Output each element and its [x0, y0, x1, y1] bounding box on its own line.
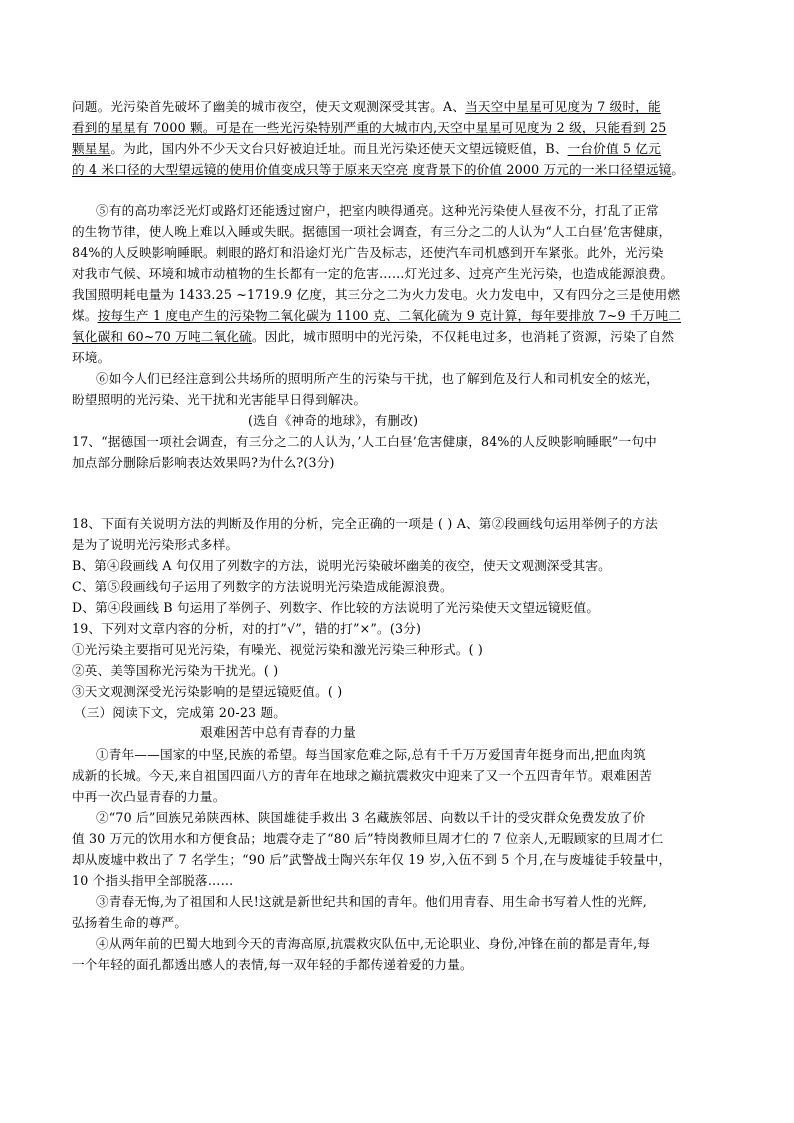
article-paragraph-2: 10 个指头指甲全部脱落…… [72, 873, 234, 888]
paragraph-6-line: 盼望照明的光污染、光干扰和光害能早日得到解决。 [72, 392, 367, 407]
underlined-sentence: 按每生产 1 度电产生的污染物二氧化碳为 1100 克、二氧化硫为 9 克计算，每年要排放 7~9 千万吨二 [97, 308, 682, 323]
question-19-item-1: ①光污染主要指可见光污染，有噪光、视觉污染和激光污染三种形式。( ) [72, 642, 484, 657]
passage-line [72, 117, 728, 138]
question-18-option-d: D、第④段画线 B 句运用了举例子、列数字、作比较的方法说明了光污染使天文望远镜贬值。 [72, 600, 600, 615]
source-citation: (选自《神奇的地球》，有删改) [248, 413, 419, 428]
question-18-option-c: C、第⑤段画线句子运用了列数字的方法说明光污染造成能源浪费。 [72, 579, 453, 594]
question-18: 18、下面有关说明方法的判断及作用的分析，完全正确的一项是 ( ) A、第②段画线句运用举例子的方法 [72, 516, 658, 531]
article-paragraph-4: 一个年轻的面孔都透出感人的表情,每一双年轻的手都传递着爱的力量。 [72, 957, 473, 972]
passage-line [72, 138, 728, 159]
article-paragraph-2: 却从废墟中救出了 7 名学生；“90 后”武警战士陶兴东年仅 19 岁,入伍不到 5 个月,在与废墟徒手较量中， [72, 852, 672, 867]
question-17: 加点部分删除后影响表达效果吗?为什么?(3分) [72, 455, 335, 470]
underlined-sentence-a: 当天空中星星可见度为 7 级时，能 [465, 99, 661, 114]
text-run: 问题。光污染首先破坏了幽美的城市夜空，使天文观测深受其害。A、 [72, 99, 466, 114]
article-paragraph-4: ④从两年前的巴蜀大地到今天的青海高原,抗震救灾队伍中,无论职业、身份,冲锋在前的都是青年,每 [96, 936, 651, 951]
question-18-option-b: B、第④段画线 A 句仅用了列数字的方法，说明光污染破坏幽美的夜空，使天文观测深受其害。 [72, 558, 611, 573]
document-page [72, 96, 728, 975]
underlined-sentence-a: 看到的星星有 7000 颗。可是在一些光污染特别严重的大城市内,天空中星星可见度为 2 级，只能看到 25 [72, 120, 667, 135]
question-19: 19、下列对文章内容的分析，对的打”√”，错的打”×”。(3分) [72, 621, 422, 636]
paragraph-5-line [72, 326, 728, 347]
text-run: 。因此，城市照明中的光污染，不仅耗电过多，也消耗了资源，污染了自然 [251, 329, 675, 344]
paragraph-5-line: 环境。 [72, 350, 111, 365]
text-run: 煤。 [72, 308, 98, 323]
article-paragraph-3: 弘扬着生命的尊严。 [72, 915, 188, 930]
article-paragraph-2: 值 30 万元的饮用水和方便食品；地震夺走了“80 后”特岗教师旦周才仁的 7 位亲人,无暇顾家的旦周才仁 [72, 831, 664, 846]
question-19-item-3: ③天文观测深受光污染影响的是望远镜贬值。( ) [72, 684, 343, 699]
underlined-sentence-a: 颗星星 [72, 141, 111, 156]
paragraph-6-line: ⑥如今人们已经注意到公共场所的照明所产生的污染与干扰，也了解到危及行人和司机安全的炫光， [96, 371, 659, 386]
section-heading: （三）阅读下文，完成第 20-23 题。 [74, 705, 287, 720]
article-paragraph-3: ③青春无悔,为了祖国和人民!这就是新世纪共和国的青年。他们用青春、用生命书写着人性的光辉, [96, 894, 648, 909]
text-run: 。 [671, 162, 685, 177]
answer-space [72, 473, 728, 513]
article-paragraph-2: ②“70 后”回族兄弟陕西林、陕国雄徒手救出 3 名藏族邻居、向数以千计的受灾群众免费发放了价 [96, 810, 646, 825]
article-title: 艰难困苦中总有青春的力量 [200, 726, 356, 741]
paragraph-5-line: 84%的人反映影响睡眠。刺眼的路灯和沿途灯光广告及标志，还使汽车司机感到开车紧张。此外，光污染 [72, 245, 664, 260]
paragraph-5-line [72, 305, 728, 326]
question-17: 17、“据德国一项社会调查，有三分之二的人认为，’人工白昼’危害健康，84%的人反映影响睡眠”一句中 [72, 434, 657, 449]
paragraph-5-line: 的生物节律，使人晚上难以入睡或失眠。据德国一项社会调查，有三分之二的人认为“人工白昼’危害健康， [72, 224, 672, 239]
paragraph-5-line: 对我市气候、环境和城市动植物的生长都有一定的危害……灯光过多、过亮产生光污染，也造成能源浪费。 [72, 266, 674, 281]
passage-line [72, 159, 728, 180]
text-run: 。为此，国内外不少天文台只好被迫迁址。而且光污染还使天文望远镜贬值，B、 [110, 141, 568, 156]
article-paragraph-1: 中再一次凸显青春的力量。 [72, 789, 226, 804]
article-paragraph-1: ①青年——国家的中坚,民族的希望。每当国家危难之际,总有千千万万爱国青年挺身而出,把血肉筑 [96, 747, 646, 762]
question-18: 是为了说明光污染形式多样。 [72, 537, 239, 552]
underlined-sentence-b: 的 4 米口径的大型望远镜的使用价值变成只等于原来天空亮 度背景下的价值 2000 万元的一米口径望远镜 [72, 162, 672, 177]
paragraph-5-line: ⑤有的高功率泛光灯或路灯还能透过窗户，把室内映得通亮。这种光污染使人昼夜不分，打乱了正常 [96, 203, 659, 218]
passage-line [72, 96, 728, 117]
paragraph-5-line: 我国照明耗电量为 1433.25 ~1719.9 亿度，其三分之二为火力发电。火力发电中，又有四分之三是使用燃 [72, 287, 681, 302]
underlined-sentence-b: 一台价值 5 亿元 [567, 141, 662, 156]
article-paragraph-1: 成新的长城。今天,来自祖国四面八方的青年在地球之巅抗震救灾中迎来了又一个五四青年节。艰难困苦 [72, 768, 652, 783]
question-19-item-2: ②英、美等国称光污染为干扰光。( ) [72, 663, 279, 678]
underlined-sentence: 氧化碳和 60~70 万吨二氧化硫 [72, 329, 252, 344]
